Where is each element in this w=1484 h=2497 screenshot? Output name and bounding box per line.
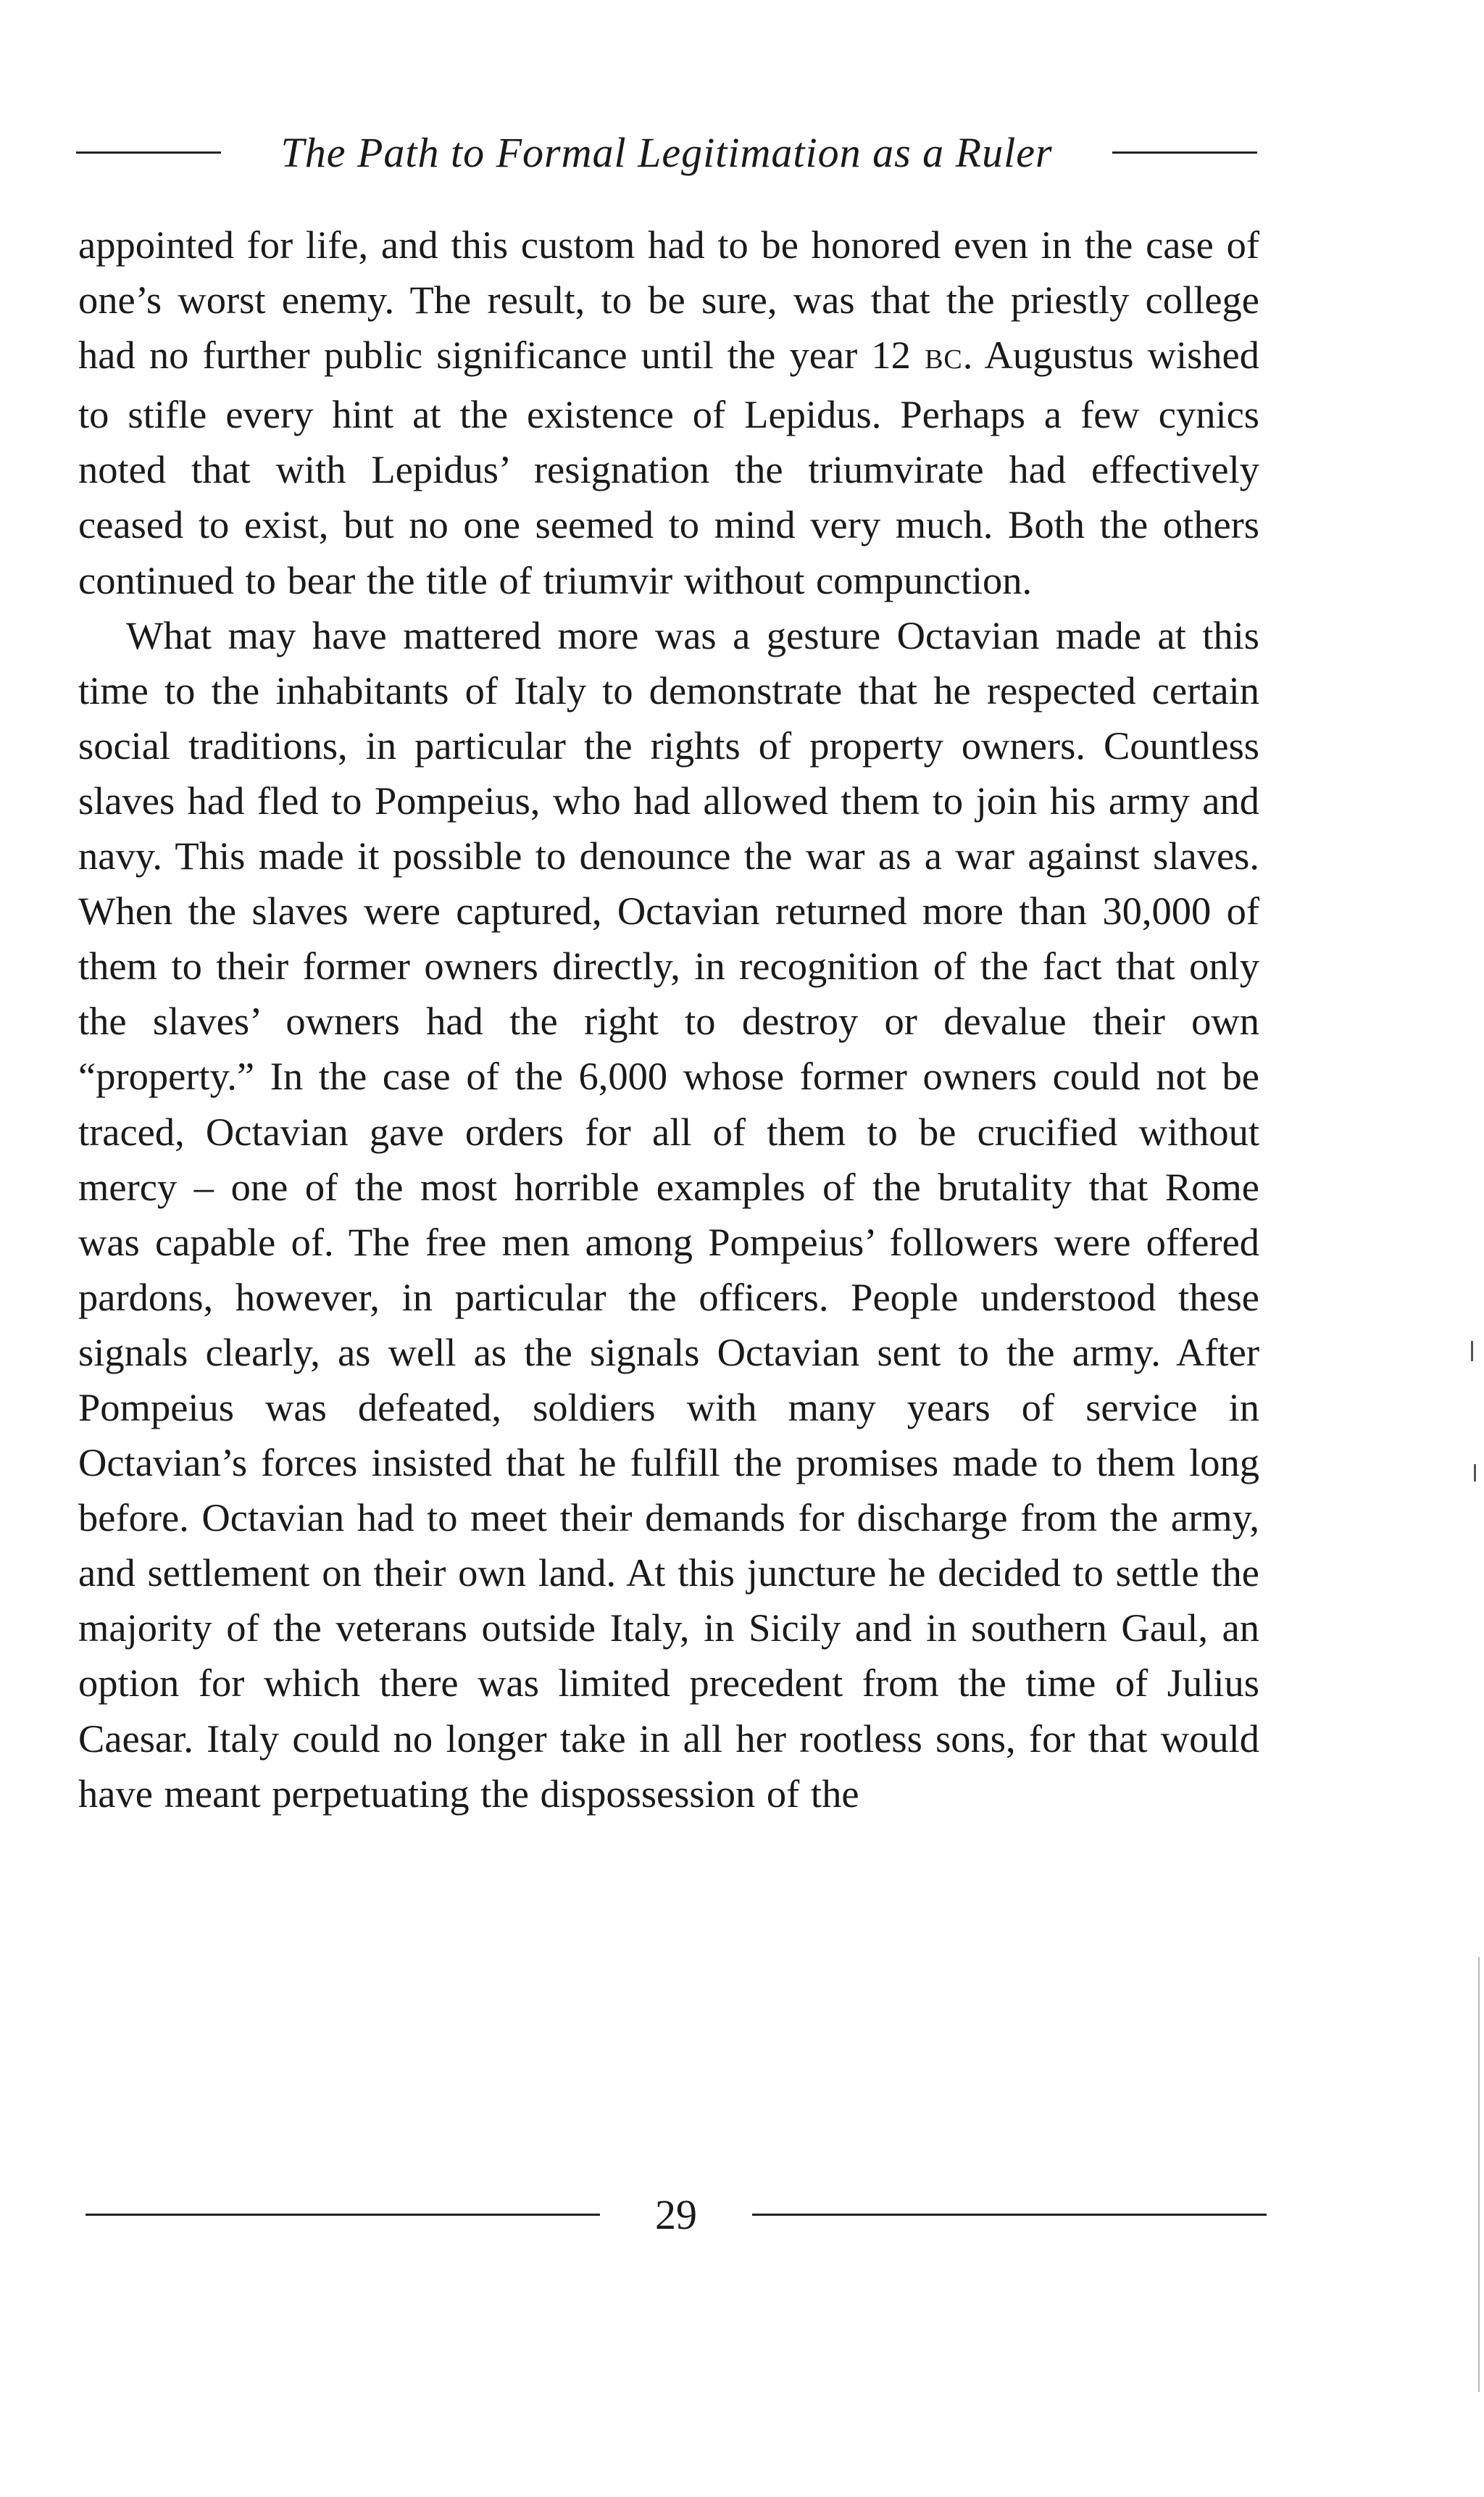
body-text [78,217,1259,1821]
running-title: The Path to Formal Legitimation as a Ruler [280,128,1053,176]
footer-rule-right [752,2214,1267,2216]
running-head [76,120,1257,185]
page-footer [86,2185,1267,2243]
paragraph-1 [78,217,1259,608]
paragraph-1-text-b: . Augustus wished to stifle every hint at the existence of Lepidus. Perhaps a few cynics noted that with Lepidus’ resignation the triumvirate had effectively ceased to exist, but no one seemed to mind very much. Both the others continued to bear the title of triumvir without compunction. [78,333,1259,602]
page-number: 29 [655,2190,697,2238]
scan-edge-shadow [1478,1957,1480,2392]
header-rule-left [76,151,221,154]
header-rule-right [1112,151,1257,154]
scan-mark [1474,1464,1476,1482]
era-abbreviation: BC [925,344,963,375]
paragraph-1-text-a: appointed for life, and this custom had to be honored even in the case of one’s worst enemy. The result, to be sure, was that the priestly college had no further public significance until the year 12 [78,223,1259,378]
scan-mark [1471,1341,1473,1361]
footer-rule-left [86,2214,600,2216]
paragraph-2: What may have mattered more was a gesture Octavian made at this time to the inhabitants of Italy to demonstrate that he respected certain social traditions, in particular the rights of property owners. Countless slaves had fled to Pompeius, who had allowed them to join his army and navy. This made it possible to denounce the war as a war against slaves. When the slaves were captured, Octavian returned more than 30,000 of them to their former owners directly, in recognition of the fact that only the slaves’ owners had the right to destroy or devalue their own “property.” In the case of the 6,000 whose former owners could not be traced, Octavian gave orders for all of them to be crucified without mercy – one of the most horrible examples of the brutality that Rome was capable of. The free men among Pompeius’ followers were offered pardons, however, in particular the officers. People understood these signals clearly, as well as the signals Octavian sent to the army. After Pompeius was defeated, soldiers with many years of service in Octavian’s forces insisted that he fulfill the promises made to them long before. Octavian had to meet their demands for discharge from the army, and settlement on their own land. At this juncture he decided to settle the majority of the veterans outside Italy, in Sicily and in southern Gaul, an option for which there was limited precedent from the time of Julius Caesar. Italy could no longer take in all her rootless sons, for that would have meant perpetuating the dispossession of the [78,612,1259,1816]
